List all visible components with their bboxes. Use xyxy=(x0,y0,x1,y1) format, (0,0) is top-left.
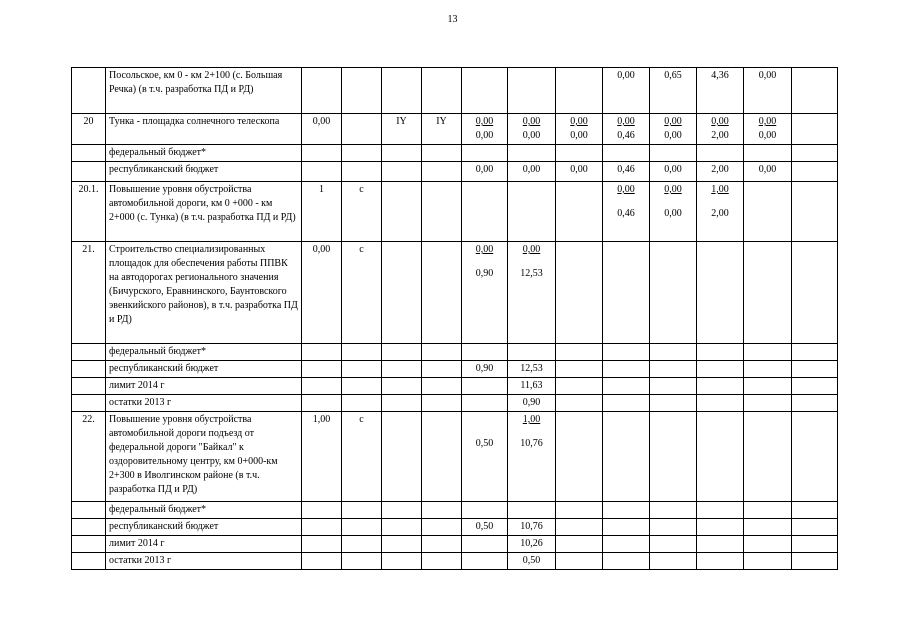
end-cell: IY xyxy=(422,114,462,145)
table-row xyxy=(72,361,838,378)
table-row xyxy=(72,502,838,519)
value-cell: 0,00 xyxy=(508,162,556,182)
value-cell: 0,00 12,53 xyxy=(508,242,556,344)
capacity-cell: 1,00 xyxy=(302,412,342,502)
value-cell: 0,50 xyxy=(508,553,556,570)
page-number: 13 xyxy=(447,14,458,25)
value-cell: 0,00 0,00 xyxy=(650,114,697,145)
budget-label: остатки 2013 г xyxy=(106,553,302,570)
value-cell: 2,00 xyxy=(697,162,744,182)
value-cell: 11,63 xyxy=(508,378,556,395)
value-cell: 0,00 0,00 xyxy=(744,114,792,145)
value-cell: 0,90 xyxy=(462,361,508,378)
value-cell: 0,00 0,00 xyxy=(508,114,556,145)
value-cell: 0,00 0,90 xyxy=(462,242,508,344)
table-row xyxy=(72,519,838,536)
capacity-cell: 0,00 xyxy=(302,114,342,145)
value-cell: 0,90 xyxy=(508,395,556,412)
budget-label: республиканский бюджет xyxy=(106,162,302,182)
value-cell: 1,00 2,00 xyxy=(697,182,744,242)
object-name-cell: Строительство специализированных площадок для обеспечения работы ППВК на автодорогах регионального значения (Бичурского, Еравнинского, Баунтовского эвенкийского районов), в т.ч. разработка ПД и РД) xyxy=(106,242,302,344)
value-cell: 0,00 2,00 xyxy=(697,114,744,145)
table-row xyxy=(72,378,838,395)
table-row xyxy=(72,162,838,182)
value-cell: 0,46 xyxy=(603,162,650,182)
value-cell: 0,50 xyxy=(462,519,508,536)
value-cell: 0,00 xyxy=(744,162,792,182)
object-name-cell: Тунка - площадка солнечного телескопа xyxy=(106,114,302,145)
value-cell: 0,00 0,00 xyxy=(556,114,603,145)
row-number: 21. xyxy=(72,242,106,344)
capacity-cell: 1 xyxy=(302,182,342,242)
table-row xyxy=(72,145,838,162)
row-number: 20.1. xyxy=(72,182,106,242)
capacity-cell: 0,00 xyxy=(302,242,342,344)
value-cell: 0,65 xyxy=(650,68,697,114)
budget-label: федеральный бюджет* xyxy=(106,344,302,361)
table-row xyxy=(72,395,838,412)
table-row xyxy=(72,68,838,114)
value-cell: 0,00 xyxy=(462,162,508,182)
budget-label: лимит 2014 г xyxy=(106,536,302,553)
table-row xyxy=(72,553,838,570)
budget-label: республиканский бюджет xyxy=(106,519,302,536)
value-cell: 0,00 0,46 xyxy=(603,114,650,145)
budget-table xyxy=(71,67,838,570)
table-row xyxy=(72,114,838,145)
object-name-cell: Посольское, км 0 - км 2+100 (с. Большая Речка) (в т.ч. разработка ПД и РД) xyxy=(106,68,302,114)
budget-label: республиканский бюджет xyxy=(106,361,302,378)
value-cell: 0,00 xyxy=(556,162,603,182)
value-cell: 0,00 0,46 xyxy=(603,182,650,242)
table-row xyxy=(72,344,838,361)
start-cell: IY xyxy=(382,114,422,145)
object-name-cell: Повышение уровня обустройства автомобильной дороги, км 0 +000 - км 2+000 (с. Тунка) (в т.ч. разработка ПД и РД) xyxy=(106,182,302,242)
object-name-cell: Повышение уровня обустройства автомобильной дороги подъезд от федеральной дороги "Байкал" к оздоровительному центру, км 0+000-км 2+300 в Иволгинском районе (в т.ч. разработка ПД и РД) xyxy=(106,412,302,502)
budget-label: федеральный бюджет* xyxy=(106,502,302,519)
table-row xyxy=(72,536,838,553)
table-row xyxy=(72,182,838,242)
value-cell: 0,00 xyxy=(603,68,650,114)
value-cell: 0,50 xyxy=(462,412,508,502)
value-cell: 12,53 xyxy=(508,361,556,378)
table-row xyxy=(72,412,838,502)
value-cell: 10,26 xyxy=(508,536,556,553)
value-cell: 0,00 xyxy=(650,162,697,182)
unit-cell: с xyxy=(342,182,382,242)
value-cell: 0,00 xyxy=(744,68,792,114)
budget-label: федеральный бюджет* xyxy=(106,145,302,162)
value-cell: 0,00 0,00 xyxy=(650,182,697,242)
budget-label: лимит 2014 г xyxy=(106,378,302,395)
table-row xyxy=(72,242,838,344)
unit-cell: с xyxy=(342,242,382,344)
value-cell: 4,36 xyxy=(697,68,744,114)
row-number: 22. xyxy=(72,412,106,502)
budget-label: остатки 2013 г xyxy=(106,395,302,412)
row-number: 20 xyxy=(72,114,106,145)
unit-cell: с xyxy=(342,412,382,502)
value-cell: 10,76 xyxy=(508,519,556,536)
value-cell: 1,00 10,76 xyxy=(508,412,556,502)
value-cell: 0,00 0,00 xyxy=(462,114,508,145)
